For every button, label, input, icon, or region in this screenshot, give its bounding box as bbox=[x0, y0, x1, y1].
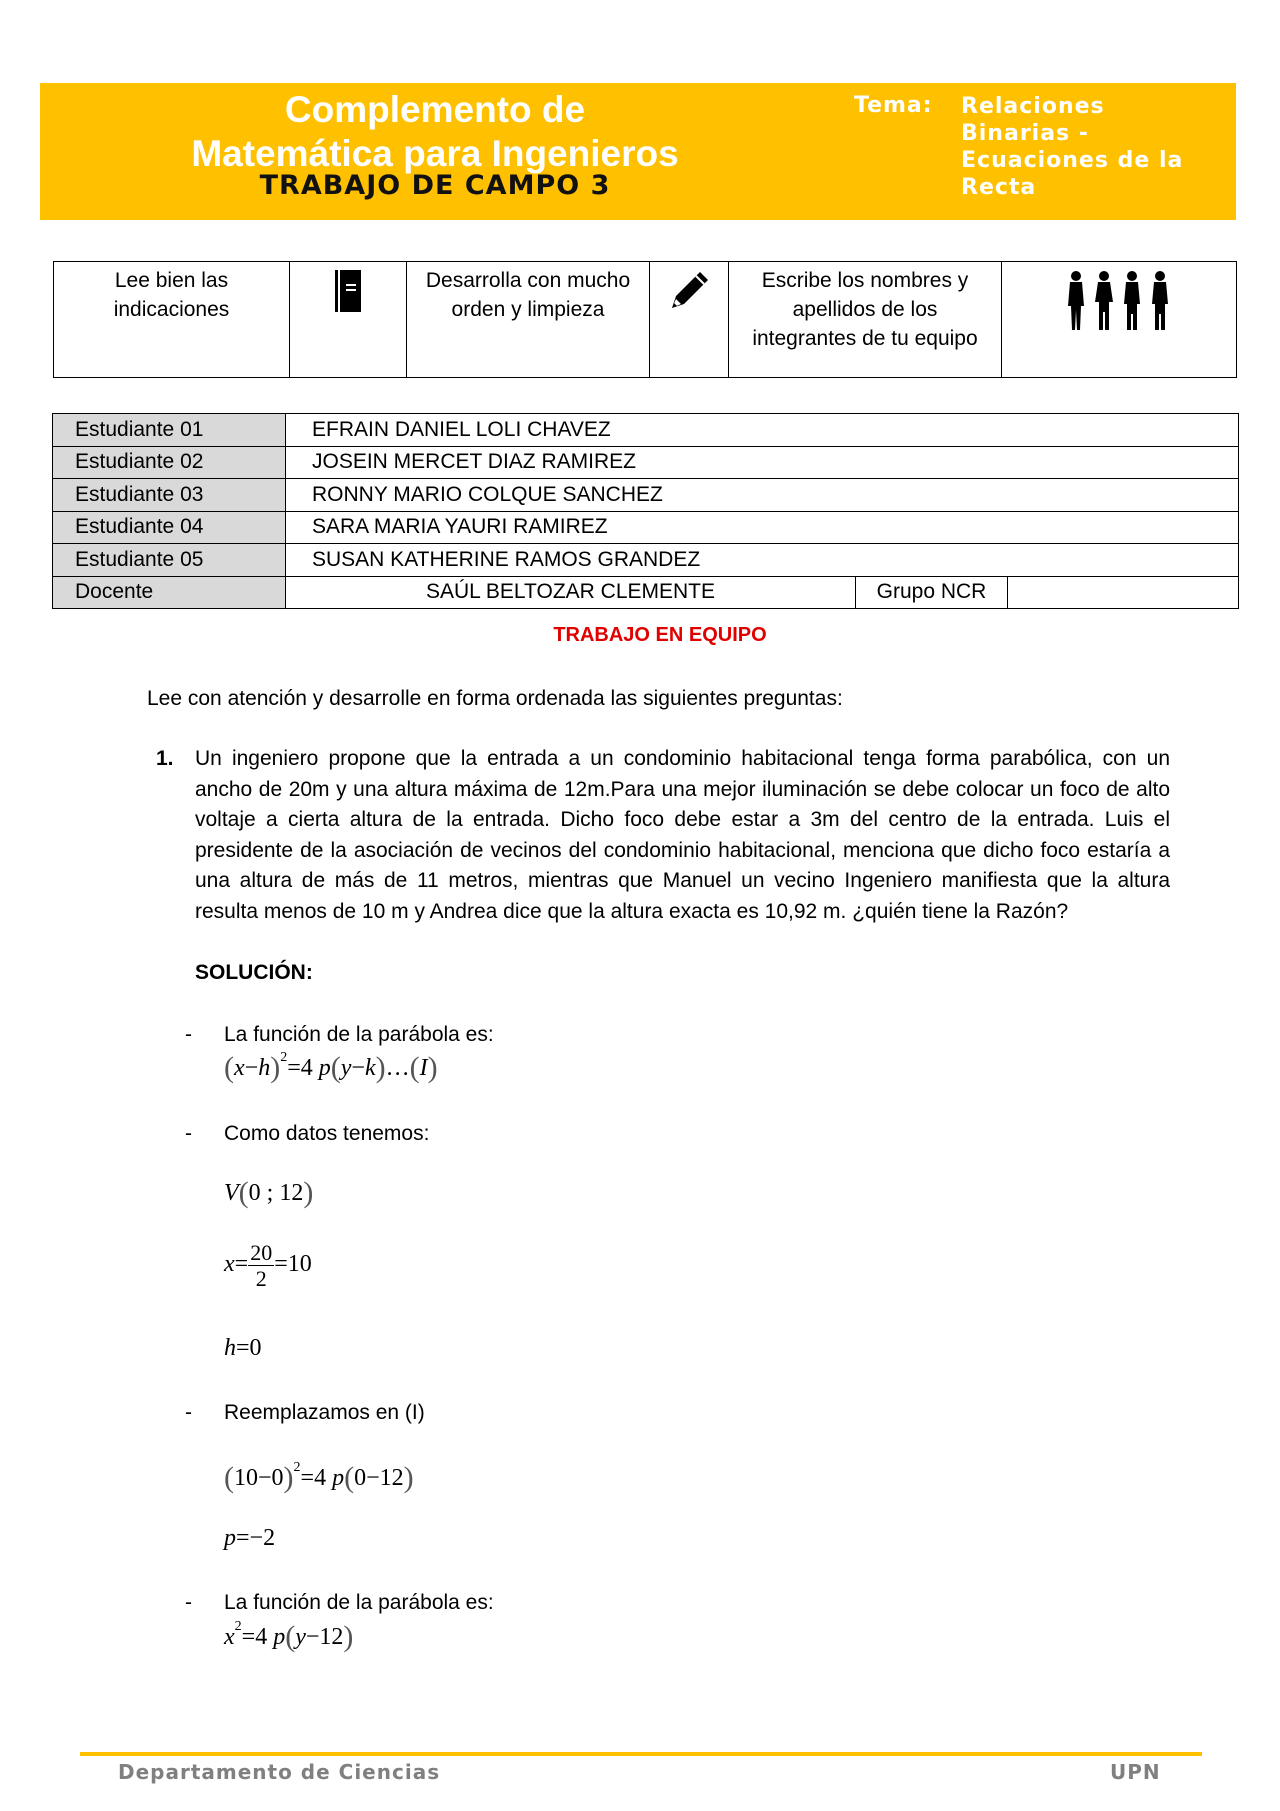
math-number: 0 bbox=[271, 1465, 284, 1491]
math-symbol: x bbox=[224, 1251, 235, 1278]
math-symbol: x bbox=[224, 1624, 235, 1650]
table-row bbox=[53, 511, 1239, 544]
bullet-dash: - bbox=[185, 1401, 192, 1424]
math-exponent: 2 bbox=[280, 1050, 288, 1065]
math-number: 0 ; 12 bbox=[248, 1180, 304, 1206]
team-work-notice: TRABAJO EN EQUIPO bbox=[553, 624, 767, 646]
question-number: 1. bbox=[156, 747, 174, 770]
footer-divider bbox=[80, 1752, 1202, 1756]
instruction-develop-text: Desarrolla con mucho orden y limpieza bbox=[425, 269, 631, 321]
equation-vertex: V(0 ; 12) bbox=[224, 1176, 314, 1209]
students-table bbox=[52, 413, 1239, 609]
student-label: Estudiante 04 bbox=[53, 511, 286, 544]
instruction-read bbox=[54, 262, 290, 378]
student-name: EFRAIN DANIEL LOLI CHAVEZ bbox=[286, 414, 1239, 447]
fraction bbox=[248, 1240, 274, 1291]
solution-heading: SOLUCIÓN: bbox=[195, 961, 313, 984]
student-name: RONNY MARIO COLQUE SANCHEZ bbox=[286, 479, 1239, 512]
docente-label: Docente bbox=[53, 576, 286, 609]
tema-value bbox=[961, 93, 1231, 201]
math-symbol: p bbox=[332, 1465, 345, 1491]
equation-parabola-general: $(x-h)^2=4$ p(y−k)…(I) bbox=[224, 1050, 438, 1084]
footer-institution: UPN bbox=[1110, 1760, 1161, 1784]
math-number: 4 bbox=[255, 1624, 268, 1650]
math-number: 12 bbox=[319, 1624, 344, 1650]
math-symbol: p bbox=[318, 1055, 331, 1081]
math-number: 10 bbox=[234, 1465, 258, 1491]
math-symbol: V bbox=[224, 1180, 239, 1206]
math-symbol: y bbox=[340, 1055, 352, 1081]
student-name: SARA MARIA YAURI RAMIREZ bbox=[286, 511, 1239, 544]
solution-step: Reemplazamos en (I) bbox=[224, 1401, 425, 1424]
math-symbol: p bbox=[224, 1525, 236, 1551]
course-title-line2: Matemática para Ingenieros bbox=[191, 133, 679, 174]
math-ellipsis: … bbox=[385, 1055, 410, 1081]
math-symbol: x bbox=[234, 1055, 245, 1081]
math-number: 4 bbox=[314, 1465, 327, 1491]
math-symbol: y bbox=[295, 1624, 306, 1650]
footer-department: Departamento de Ciencias bbox=[118, 1760, 441, 1784]
math-number: 0 bbox=[249, 1335, 262, 1361]
math-symbol: I bbox=[419, 1055, 428, 1081]
instruction-write bbox=[729, 262, 1002, 378]
math-symbol: p bbox=[273, 1624, 286, 1650]
table-row bbox=[53, 446, 1239, 479]
bullet-dash: - bbox=[185, 1023, 192, 1046]
math-number: 10 bbox=[287, 1251, 312, 1278]
math-exponent: 2 bbox=[234, 1619, 242, 1634]
math-symbol: k bbox=[364, 1055, 376, 1081]
group-value bbox=[1008, 576, 1239, 609]
pencil-icon bbox=[650, 262, 729, 378]
instruction-read-text: Lee bien las indicaciones bbox=[113, 269, 230, 321]
team-silhouettes-icon bbox=[1002, 262, 1237, 378]
math-number: −2 bbox=[249, 1525, 276, 1551]
instructions-table bbox=[53, 261, 1237, 378]
group-label: Grupo NCR bbox=[856, 576, 1008, 609]
equation-parabola-final: $x^2=4$ p(y−12) bbox=[224, 1619, 354, 1653]
equation-h: h=0 bbox=[224, 1335, 262, 1361]
table-row bbox=[53, 544, 1239, 577]
bullet-dash: - bbox=[185, 1591, 192, 1614]
math-number: 4 bbox=[300, 1055, 313, 1081]
student-label: Estudiante 05 bbox=[53, 544, 286, 577]
student-label: Estudiante 01 bbox=[53, 414, 286, 447]
book-icon bbox=[290, 262, 407, 378]
math-symbol: h bbox=[258, 1055, 271, 1081]
equation-p: p=−2 bbox=[224, 1525, 276, 1551]
equation-x: x= $\frac{20}{2}$ =10 bbox=[224, 1240, 312, 1291]
intro-text: Lee con atención y desarrolle en forma ordenada las siguientes preguntas: bbox=[147, 687, 843, 710]
tema-line: Binarias - bbox=[961, 121, 1089, 146]
tema-label: Tema: bbox=[854, 93, 933, 118]
table-row bbox=[53, 479, 1239, 512]
math-number: 0 bbox=[354, 1465, 367, 1491]
solution-step: La función de la parábola es: bbox=[224, 1023, 494, 1046]
student-name: JOSEIN MERCET DIAZ RAMIREZ bbox=[286, 446, 1239, 479]
fraction-numerator: 20 bbox=[250, 1240, 273, 1265]
tema-line: Recta bbox=[961, 175, 1037, 200]
math-exponent: 2 bbox=[293, 1460, 301, 1475]
header-banner bbox=[40, 83, 1236, 220]
solution-step: La función de la parábola es: bbox=[224, 1591, 494, 1614]
fraction-denominator: 2 bbox=[255, 1266, 267, 1291]
student-name: SUSAN KATHERINE RAMOS GRANDEZ bbox=[286, 544, 1239, 577]
table-row bbox=[53, 576, 1239, 609]
math-symbol: h bbox=[224, 1335, 236, 1361]
math-number: 12 bbox=[379, 1465, 404, 1491]
solution-step: Como datos tenemos: bbox=[224, 1122, 430, 1145]
bullet-dash: - bbox=[185, 1122, 192, 1145]
question-text: Un ingeniero propone que la entrada a un condominio habitacional tenga forma parabólica, con un ancho de 20m y una altura máxima de 12m.Para una mejor iluminación se debe colocar un foco de alto voltaje a cierta altura de la entrada. Dicho foco debe estar a 3m del centro de la entrada. Luis el presidente de la asociación de vecinos del condominio habitacional, menciona que dicho foco estaría a una altura de más de 11 metros, mientras que Manuel un vecino Ingeniero manifiesta que la altura resulta menos de 10 m y Andrea dice que la altura exacta es 10,92 m. ¿quién tiene la Razón? bbox=[195, 747, 1170, 923]
table-row bbox=[53, 414, 1239, 447]
course-title-line1: Complemento de bbox=[284, 89, 586, 130]
tema-line: Ecuaciones de la bbox=[961, 148, 1184, 173]
equation-substitution: $(10-0)^2=4$ p(0−12) bbox=[224, 1460, 414, 1494]
instruction-develop bbox=[407, 262, 650, 378]
docente-name: SAÚL BELTOZAR CLEMENTE bbox=[286, 576, 856, 609]
student-label: Estudiante 03 bbox=[53, 479, 286, 512]
instruction-write-text: Escribe los nombres y apellidos de los integrantes de tu equipo bbox=[752, 269, 978, 350]
assignment-title: TRABAJO DE CAMPO 3 bbox=[259, 170, 611, 201]
tema-line: Relaciones bbox=[961, 94, 1105, 119]
student-label: Estudiante 02 bbox=[53, 446, 286, 479]
